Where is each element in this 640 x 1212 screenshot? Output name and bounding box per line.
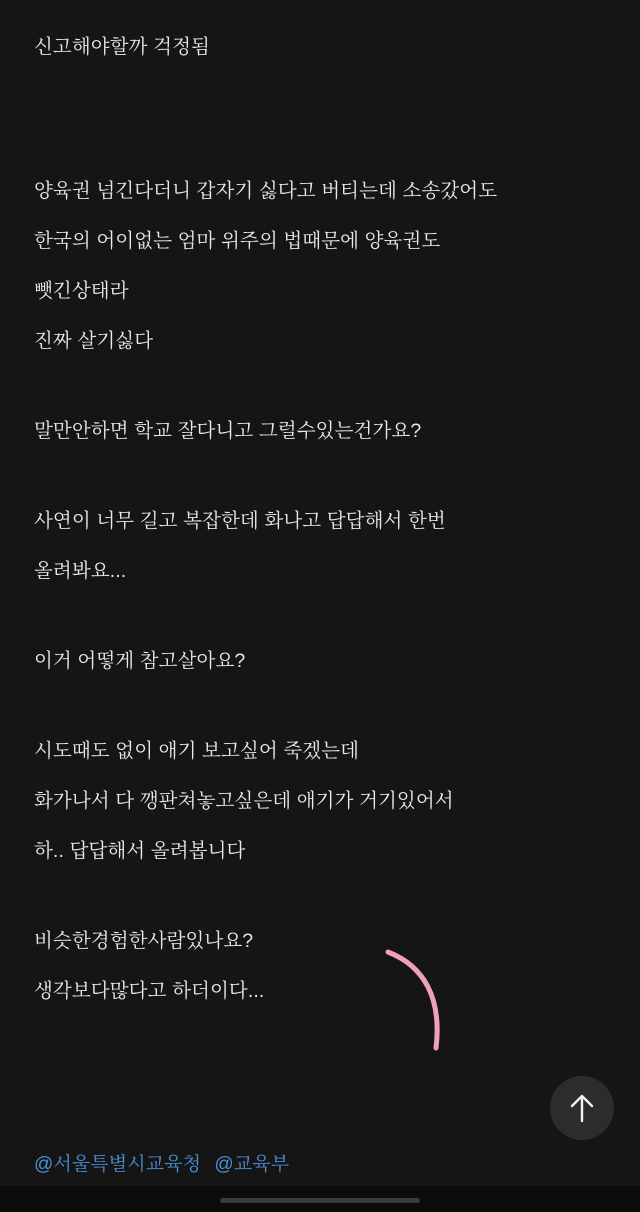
post-line: 말만안하면 학교 잘다니고 그럴수있는건가요? <box>34 420 422 442</box>
mention-links[interactable] <box>34 1149 297 1176</box>
paragraph-gap <box>34 112 606 166</box>
post-paragraph <box>34 636 606 686</box>
scroll-to-top-button[interactable] <box>550 1076 614 1140</box>
post-line: 생각보다많다고 하더이다... <box>34 980 265 1002</box>
post-paragraph <box>34 726 606 876</box>
post-paragraph <box>34 496 606 596</box>
post-line: 비슷한경험한사람있나요? <box>34 930 254 952</box>
bottom-system-bar <box>0 1186 640 1212</box>
post-line: 사연이 너무 길고 복잡한데 화나고 답답해서 한번 <box>34 510 446 532</box>
post-line: 양육권 넘긴다더니 갑자기 싫다고 버티는데 소송갔어도 <box>34 180 498 202</box>
post-paragraph <box>34 916 606 1016</box>
post-paragraph <box>34 166 606 366</box>
home-indicator[interactable] <box>220 1198 420 1203</box>
post-line: 화가나서 다 깽판쳐놓고싶은데 애기가 거기있어서 <box>34 790 454 812</box>
post-line: 올려봐요... <box>34 560 127 582</box>
post-line: 시도때도 없이 애기 보고싶어 죽겠는데 <box>34 740 360 762</box>
mention-link[interactable]: @서울특별시교육청 <box>34 1154 202 1175</box>
arrow-up-icon <box>567 1092 597 1124</box>
post-line: 뺏긴상태라 <box>34 280 129 302</box>
post-paragraph <box>34 406 606 456</box>
post-paragraph <box>34 22 606 72</box>
post-line: 신고해야할까 걱정됨 <box>34 36 210 58</box>
post-line: 이거 어떻게 참고살아요? <box>34 650 246 672</box>
post-line: 하.. 답답해서 올려봅니다 <box>34 840 246 862</box>
mention-link[interactable]: @교육부 <box>214 1154 290 1175</box>
post-line: 한국의 어이없는 엄마 위주의 법때문에 양육권도 <box>34 230 441 252</box>
post-line: 진짜 살기싫다 <box>34 330 154 352</box>
